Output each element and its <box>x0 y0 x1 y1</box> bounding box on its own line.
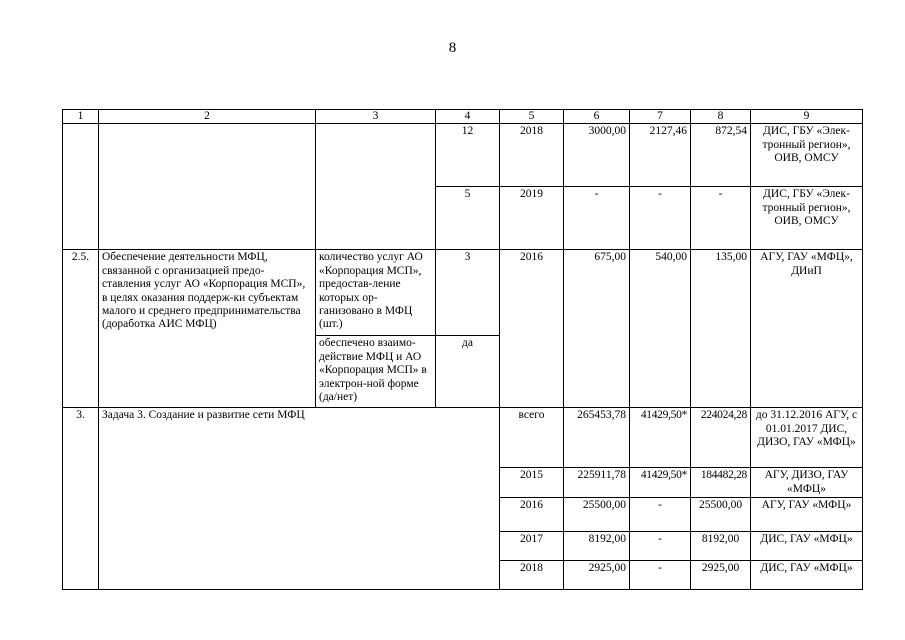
page-number: 8 <box>448 40 457 56</box>
cell-year: 2019 <box>500 187 564 250</box>
header-col-9: 9 <box>751 110 863 124</box>
cell-indicator-value: да <box>436 336 500 408</box>
cell-fund-1: - <box>630 532 691 561</box>
cell-empty <box>63 124 99 250</box>
cell-total: 8192,00 <box>564 532 630 561</box>
cell-year: 2016 <box>500 250 564 408</box>
cell-fund-2: 8192,00 <box>691 532 751 561</box>
cell-responsible: ДИС, ГАУ «МФЦ» <box>751 532 863 561</box>
cell-responsible: АГУ, ДИЗО, ГАУ «МФЦ» <box>751 468 863 498</box>
cell-description: Обеспечение деятельности МФЦ, связанной с организацией предо-ставления услуг АО «Корпорация МСП», в целях оказания поддерж-ки субъектам малого и среднего предпринимательства (доработка АИС МФЦ) <box>99 250 316 408</box>
header-col-4: 4 <box>436 110 500 124</box>
cell-year: 2015 <box>500 468 564 498</box>
cell-total: 225911,78 <box>564 468 630 498</box>
cell-fund-1: - <box>630 498 691 532</box>
header-col-3: 3 <box>316 110 436 124</box>
header-col-6: 6 <box>564 110 630 124</box>
cell-fund-1: 41429,50* <box>630 408 691 468</box>
table-row-3 <box>63 408 863 468</box>
table-row-2-5 <box>63 250 863 336</box>
cell-empty <box>99 124 316 250</box>
cell-responsible: АГУ, ГАУ «МФЦ» <box>751 498 863 532</box>
cell-fund-2: 184482,28 <box>691 468 751 498</box>
cell-fund-2: 872,54 <box>691 124 751 187</box>
cell-row-number: 3. <box>63 408 99 590</box>
cell-fund-2: 25500,00 <box>691 498 751 532</box>
program-table <box>62 109 863 590</box>
cell-task-title: Задача 3. Создание и развитие сети МФЦ <box>99 408 500 590</box>
cell-fund-2: 2925,00 <box>691 561 751 590</box>
cell-year: 2018 <box>500 561 564 590</box>
cell-total: 2925,00 <box>564 561 630 590</box>
cell-year: 2018 <box>500 124 564 187</box>
cell-responsible: до 31.12.2016 АГУ, с 01.01.2017 ДИС, ДИЗО, ГАУ «МФЦ» <box>751 408 863 468</box>
header-col-5: 5 <box>500 110 564 124</box>
cell-row-number: 2.5. <box>63 250 99 408</box>
header-col-8: 8 <box>691 110 751 124</box>
cell-total: 265453,78 <box>564 408 630 468</box>
cell-fund-1: - <box>630 187 691 250</box>
cell-empty <box>316 124 436 250</box>
cell-total: 675,00 <box>564 250 630 408</box>
cell-fund-1: 2127,46 <box>630 124 691 187</box>
cell-responsible: ДИС, ГБУ «Элек-тронный регион», ОИВ, ОМСУ <box>751 187 863 250</box>
cell-indicator: количество услуг АО «Корпорация МСП», предостав-ление которых ор-ганизовано в МФЦ (шт.) <box>316 250 436 336</box>
header-col-1: 1 <box>63 110 99 124</box>
cell-indicator-value: 12 <box>436 124 500 187</box>
header-col-2: 2 <box>99 110 316 124</box>
cell-responsible: ДИС, ГАУ «МФЦ» <box>751 561 863 590</box>
cell-indicator-value: 5 <box>436 187 500 250</box>
cell-fund-1: 540,00 <box>630 250 691 408</box>
cell-indicator-value: 3 <box>436 250 500 336</box>
cell-fund-2: 224024,28 <box>691 408 751 468</box>
cell-total: 25500,00 <box>564 498 630 532</box>
cell-total: 3000,00 <box>564 124 630 187</box>
cell-indicator: обеспечено взаимо-действие МФЦ и АО «Корпорация МСП» в электрон-ной форме (да/нет) <box>316 336 436 408</box>
header-row <box>63 110 863 124</box>
cell-responsible: ДИС, ГБУ «Элек-тронный регион», ОИВ, ОМСУ <box>751 124 863 187</box>
table-row <box>63 124 863 187</box>
cell-year: 2016 <box>500 498 564 532</box>
cell-fund-1: 41429,50* <box>630 468 691 498</box>
cell-total: - <box>564 187 630 250</box>
cell-year: 2017 <box>500 532 564 561</box>
cell-fund-1: - <box>630 561 691 590</box>
cell-responsible: АГУ, ГАУ «МФЦ», ДИиП <box>751 250 863 408</box>
cell-year: всего <box>500 408 564 468</box>
cell-fund-2: - <box>691 187 751 250</box>
cell-fund-2: 135,00 <box>691 250 751 408</box>
header-col-7: 7 <box>630 110 691 124</box>
